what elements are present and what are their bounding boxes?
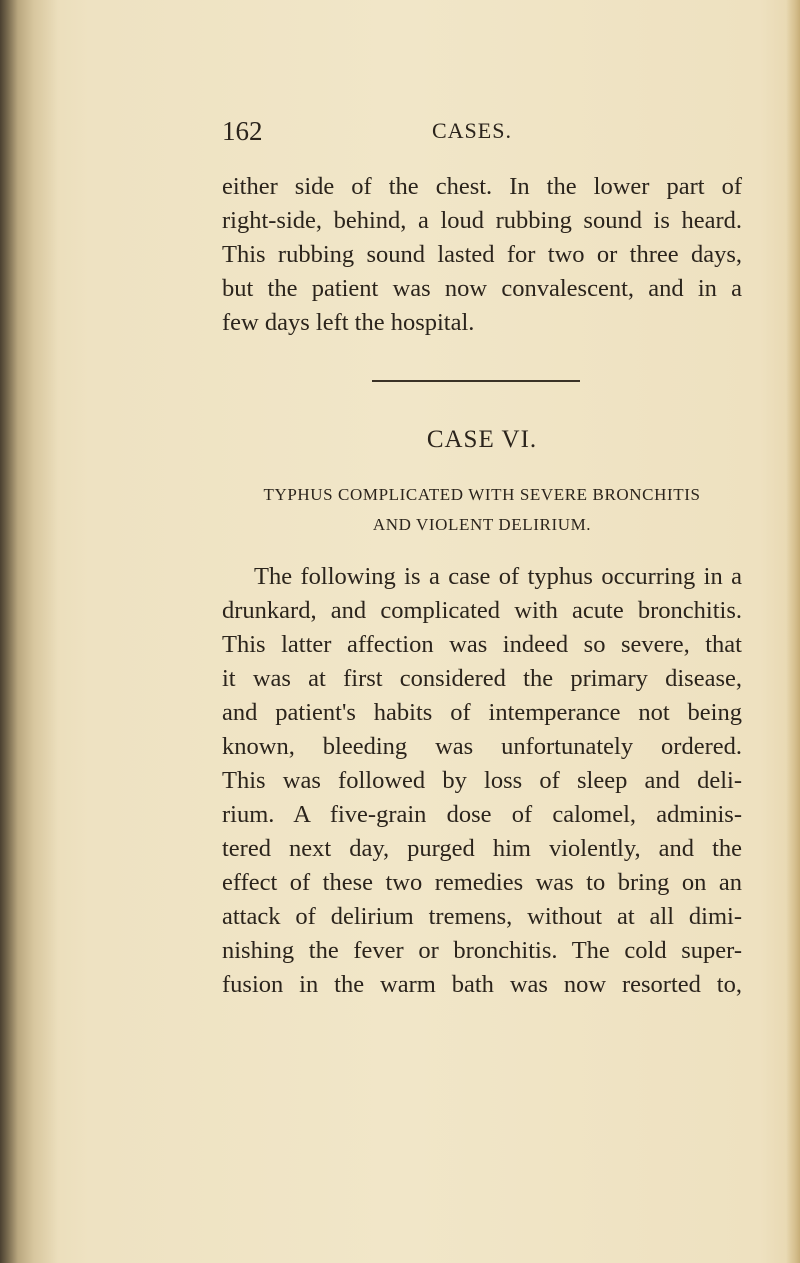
section-divider bbox=[372, 380, 580, 382]
text-line: known, bleeding was unfortunately ordered. bbox=[222, 733, 742, 760]
text-line: effect of these two remedies was to bring on an bbox=[222, 869, 742, 896]
text-line: right-side, behind, a loud rubbing sound is heard. bbox=[222, 207, 742, 234]
case-title: CASE VI. bbox=[426, 426, 538, 453]
running-head: CASES. bbox=[432, 118, 512, 143]
text-line: either side of the chest. In the lower part of bbox=[222, 173, 742, 200]
continuation-paragraph bbox=[222, 170, 742, 340]
page-edge bbox=[786, 0, 800, 1263]
text-line: it was at first considered the primary disease, bbox=[222, 665, 742, 692]
text-line: few days left the hospital. bbox=[222, 309, 475, 336]
text-line: drunkard, and complicated with acute bronchitis. bbox=[222, 597, 742, 624]
text-line: but the patient was now convalescent, and in a bbox=[222, 275, 742, 302]
page-header bbox=[222, 116, 742, 148]
case-subtitle-line: TYPHUS COMPLICATED WITH SEVERE BRONCHITIS bbox=[263, 485, 701, 504]
text-line: and patient's habits of intemperance not being bbox=[222, 699, 742, 726]
text-line: This was followed by loss of sleep and deli- bbox=[222, 767, 742, 794]
book-spine-shadow bbox=[0, 0, 58, 1263]
text-line: This latter affection was indeed so severe, that bbox=[222, 631, 742, 658]
text-line: attack of delirium tremens, without at all dimi- bbox=[222, 903, 742, 930]
text-line: This rubbing sound lasted for two or three days, bbox=[222, 241, 742, 268]
text-line: The following is a case of typhus occurring in a bbox=[254, 563, 742, 590]
text-line: nishing the fever or bronchitis. The cold super- bbox=[222, 937, 742, 964]
text-line: rium. A five-grain dose of calomel, adminis- bbox=[222, 801, 742, 828]
text-line: tered next day, purged him violently, and the bbox=[222, 835, 742, 862]
text-line: fusion in the warm bath was now resorted to, bbox=[222, 971, 742, 998]
page-number: 162 bbox=[222, 116, 263, 146]
case-subtitle-line: AND VIOLENT DELIRIUM. bbox=[372, 515, 592, 534]
case-paragraph bbox=[222, 560, 742, 1002]
